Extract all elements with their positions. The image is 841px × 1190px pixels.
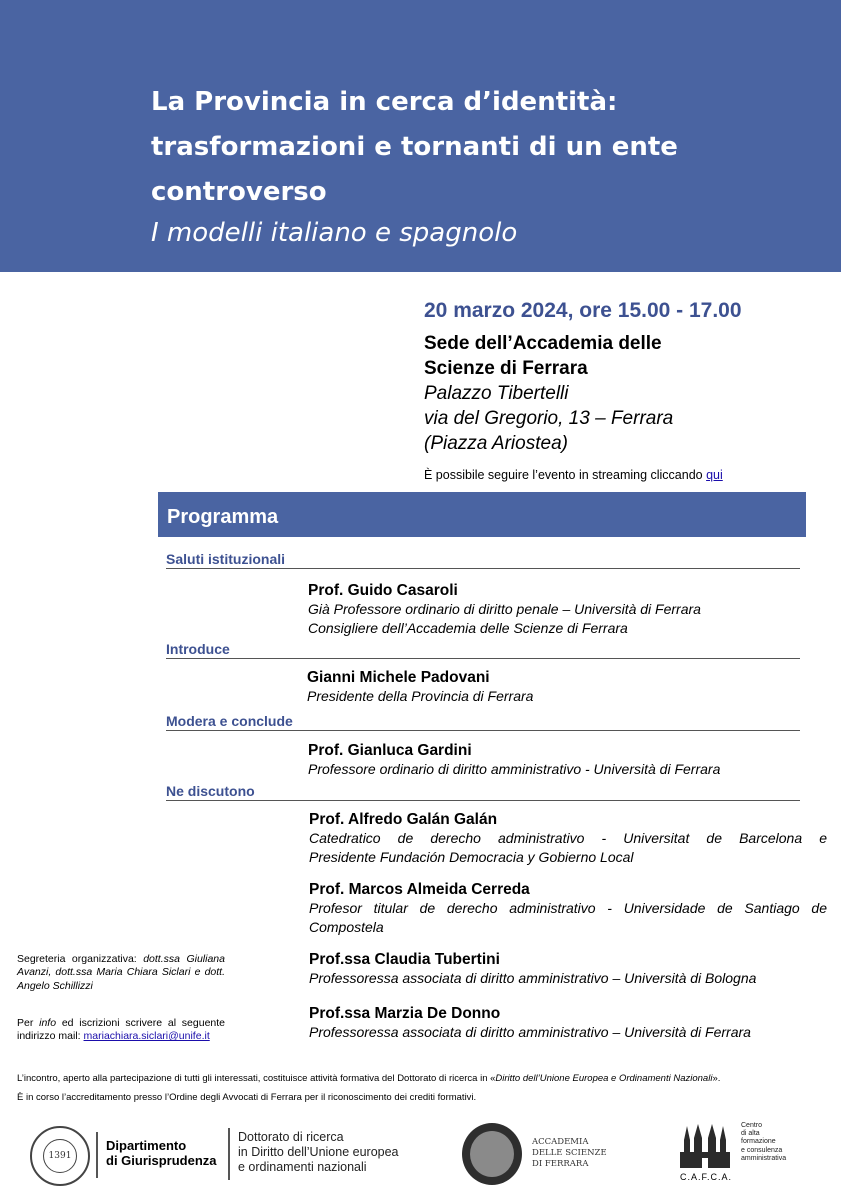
cafca-line: formazione bbox=[741, 1138, 776, 1146]
streaming-link[interactable]: qui bbox=[706, 468, 723, 482]
accreditation-note: È in corso l’accreditamento presso l’Ordine degli Avvocati di Ferrara per il riconoscimento dei crediti formativi. bbox=[17, 1092, 477, 1103]
speaker-galan bbox=[309, 810, 827, 867]
doctorate-name bbox=[238, 1130, 399, 1175]
speaker-tubertini bbox=[309, 950, 827, 988]
department-line: di Giurisprudenza bbox=[106, 1153, 217, 1168]
speaker-name: Prof. Marcos Almeida Cerreda bbox=[309, 881, 530, 898]
header-banner bbox=[0, 0, 841, 272]
speaker-role: Compostela bbox=[309, 919, 384, 935]
speaker-name: Prof. Gianluca Gardini bbox=[308, 742, 472, 759]
speaker-role: Professore ordinario di diritto amministrativo - Università di Ferrara bbox=[308, 761, 721, 777]
secretariat-names: dott.ssa Giuliana Avanzi, dott.ssa Maria Chiara Siclari e dott. Angelo Schillizzi bbox=[17, 953, 225, 992]
event-date: 20 marzo 2024, ore 15.00 - 17.00 bbox=[424, 299, 742, 322]
speaker-role: Professoressa associata di diritto amministrativo – Università di Bologna bbox=[309, 970, 757, 986]
speaker-name: Prof. Guido Casaroli bbox=[308, 582, 458, 599]
cafca-cathedral-logo bbox=[676, 1122, 734, 1170]
seal-year: 1391 bbox=[43, 1139, 77, 1173]
address-line: (Piazza Ariostea) bbox=[424, 433, 568, 454]
university-seal-logo bbox=[30, 1126, 90, 1186]
event-title-line: La Provincia in cerca d’identità: bbox=[151, 87, 618, 117]
speaker-almeida bbox=[309, 880, 827, 937]
speaker-name: Prof.ssa Claudia Tubertini bbox=[309, 951, 500, 968]
address-line: Palazzo Tibertelli bbox=[424, 383, 569, 404]
section-saluti bbox=[166, 552, 800, 569]
section-discutono bbox=[166, 784, 800, 801]
section-label: Ne discutono bbox=[166, 783, 255, 799]
academy-line: DELLE SCIENZE bbox=[532, 1148, 607, 1158]
doctorate-line: Dottorato di ricerca bbox=[238, 1130, 344, 1144]
speaker-role: Catedratico de derecho administrativo - Universitat de Barcelona e bbox=[309, 830, 827, 846]
event-title bbox=[151, 80, 791, 215]
streaming-text: È possibile seguire l’evento in streaming cliccando bbox=[424, 468, 707, 482]
speaker-role: Profesor titular de derecho administrativo - Universidade de Santiago de bbox=[309, 900, 827, 916]
venue-line: Sede dell’Accademia delle bbox=[424, 333, 662, 354]
info-text: Per bbox=[17, 1017, 40, 1029]
department-name bbox=[106, 1138, 217, 1168]
footer-divider bbox=[228, 1128, 230, 1180]
speaker-role: Professoressa associata di diritto amministrativo – Università di Ferrara bbox=[309, 1024, 751, 1040]
streaming-note bbox=[424, 467, 834, 483]
cafca-line: amministrativa bbox=[741, 1154, 787, 1162]
cafca-name: C.A.F.C.A. bbox=[680, 1172, 733, 1182]
info-text: ed iscrizioni scrivere al seguente indirizzo mail: bbox=[17, 1017, 226, 1043]
speaker-name: Prof.ssa Marzia De Donno bbox=[309, 1005, 501, 1022]
address-line: via del Gregorio, 13 – Ferrara bbox=[424, 408, 674, 429]
section-label: Saluti istituzionali bbox=[166, 551, 286, 567]
program-heading: Programma bbox=[167, 506, 279, 528]
note-text: L’incontro, aperto alla partecipazione di tutti gli interessati, costituisce attività formativa del Dottorato di ricerca in « bbox=[17, 1073, 496, 1084]
speaker-role: Presidente della Provincia di Ferrara bbox=[307, 688, 534, 704]
event-venue bbox=[424, 331, 834, 381]
cafca-line: Centro bbox=[741, 1122, 763, 1129]
academy-name bbox=[532, 1137, 607, 1170]
cafca-line: e consulenza bbox=[741, 1146, 783, 1154]
note-italic: Diritto dell’Unione Europea e Ordinamenti Nazionali bbox=[495, 1073, 713, 1084]
speaker-casaroli bbox=[308, 581, 828, 638]
academy-line: ACCADEMIA bbox=[532, 1137, 589, 1147]
event-title-line: trasformazioni e tornanti di un ente bbox=[151, 132, 678, 162]
speaker-role: Già Professore ordinario di diritto penale – Università di Ferrara bbox=[308, 601, 701, 617]
academy-medal-inner bbox=[470, 1131, 514, 1177]
speaker-role: Presidente Fundación Democracia y Gobierno Local bbox=[309, 849, 634, 865]
doctorate-line: in Diritto dell’Unione europea bbox=[238, 1145, 399, 1159]
secretariat-note bbox=[17, 953, 225, 993]
speaker-padovani bbox=[307, 668, 827, 706]
info-email-link[interactable]: mariachiara.siclari@unife.it bbox=[83, 1030, 210, 1043]
section-label: Introduce bbox=[166, 641, 230, 657]
speaker-gardini bbox=[308, 741, 828, 779]
footer-logos bbox=[0, 1118, 841, 1190]
doctorate-line: e ordinamenti nazionali bbox=[238, 1160, 367, 1174]
event-subtitle: I modelli italiano e spagnolo bbox=[151, 218, 518, 248]
info-note bbox=[17, 1017, 225, 1044]
event-address bbox=[424, 381, 834, 456]
department-line: Dipartimento bbox=[106, 1138, 187, 1153]
event-info bbox=[424, 296, 834, 483]
academy-medal-logo bbox=[462, 1123, 522, 1185]
event-title-line: controverso bbox=[151, 177, 327, 207]
speaker-role: Consigliere dell’Accademia delle Scienze di Ferrara bbox=[308, 620, 628, 636]
section-modera bbox=[166, 714, 800, 731]
section-label: Modera e conclude bbox=[166, 713, 293, 729]
academy-line: DI FERRARA bbox=[532, 1159, 589, 1169]
program-heading-bar bbox=[158, 492, 806, 537]
speaker-name: Gianni Michele Padovani bbox=[307, 669, 490, 686]
section-introduce bbox=[166, 642, 800, 659]
note-text: ». bbox=[712, 1073, 721, 1084]
secretariat-label: Segreteria organizzativa: bbox=[17, 953, 144, 965]
speaker-de-donno bbox=[309, 1004, 827, 1042]
speaker-name: Prof. Alfredo Galán Galán bbox=[309, 811, 498, 828]
cafca-line: di alta bbox=[741, 1130, 760, 1138]
footer-divider bbox=[96, 1132, 98, 1178]
venue-line: Scienze di Ferrara bbox=[424, 358, 588, 379]
doctorate-note bbox=[17, 1072, 720, 1085]
cafca-description bbox=[741, 1122, 786, 1163]
info-word: info bbox=[39, 1017, 57, 1029]
